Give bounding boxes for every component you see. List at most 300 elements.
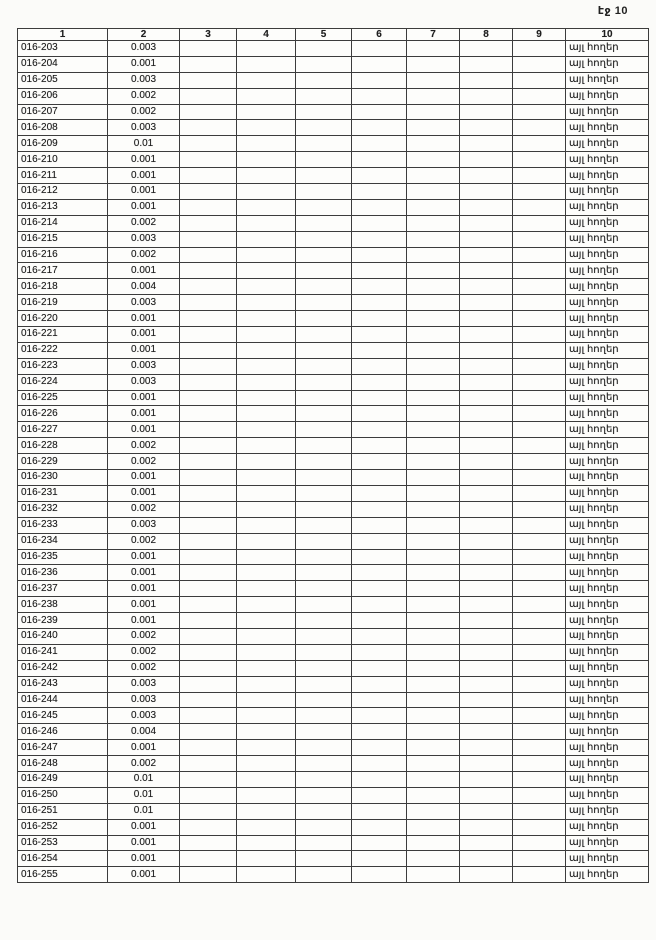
code-cell: 016-248: [18, 756, 108, 772]
empty-cell: [352, 168, 407, 184]
table-row: [18, 184, 649, 200]
empty-cell: [407, 184, 460, 200]
empty-cell: [513, 454, 566, 470]
empty-cell: [460, 613, 513, 629]
empty-cell: [407, 120, 460, 136]
note-cell: այլ հողեր: [566, 454, 649, 470]
empty-cell: [180, 867, 237, 883]
empty-cell: [180, 835, 237, 851]
empty-cell: [180, 358, 237, 374]
table-row: [18, 549, 649, 565]
empty-cell: [237, 517, 296, 533]
empty-cell: [296, 327, 352, 343]
empty-cell: [460, 184, 513, 200]
code-cell: 016-226: [18, 406, 108, 422]
table-row: [18, 263, 649, 279]
empty-cell: [237, 628, 296, 644]
empty-cell: [513, 581, 566, 597]
value-cell: 0.001: [108, 327, 180, 343]
note-cell: այլ հողեր: [566, 740, 649, 756]
empty-cell: [296, 803, 352, 819]
empty-cell: [296, 231, 352, 247]
empty-cell: [180, 438, 237, 454]
empty-cell: [460, 263, 513, 279]
empty-cell: [180, 295, 237, 311]
empty-cell: [352, 390, 407, 406]
empty-cell: [296, 152, 352, 168]
empty-cell: [237, 311, 296, 327]
empty-cell: [237, 708, 296, 724]
table-row: [18, 851, 649, 867]
code-cell: 016-237: [18, 581, 108, 597]
empty-cell: [407, 263, 460, 279]
empty-cell: [237, 740, 296, 756]
empty-cell: [352, 247, 407, 263]
table-row: [18, 771, 649, 787]
note-cell: այլ հողեր: [566, 342, 649, 358]
value-cell: 0.003: [108, 295, 180, 311]
empty-cell: [513, 390, 566, 406]
empty-cell: [407, 851, 460, 867]
empty-cell: [237, 676, 296, 692]
empty-cell: [352, 152, 407, 168]
code-cell: 016-217: [18, 263, 108, 279]
empty-cell: [180, 565, 237, 581]
empty-cell: [352, 56, 407, 72]
table-row: [18, 231, 649, 247]
empty-cell: [513, 597, 566, 613]
empty-cell: [296, 56, 352, 72]
empty-cell: [352, 215, 407, 231]
empty-cell: [513, 406, 566, 422]
empty-cell: [180, 692, 237, 708]
empty-cell: [407, 231, 460, 247]
empty-cell: [460, 756, 513, 772]
empty-cell: [352, 628, 407, 644]
empty-cell: [180, 533, 237, 549]
empty-cell: [513, 231, 566, 247]
note-cell: այլ հողեր: [566, 867, 649, 883]
empty-cell: [296, 517, 352, 533]
empty-cell: [180, 152, 237, 168]
empty-cell: [513, 152, 566, 168]
empty-cell: [460, 152, 513, 168]
empty-cell: [296, 247, 352, 263]
empty-cell: [296, 279, 352, 295]
empty-cell: [407, 565, 460, 581]
empty-cell: [460, 422, 513, 438]
empty-cell: [460, 72, 513, 88]
note-cell: այլ հողեր: [566, 628, 649, 644]
empty-cell: [407, 803, 460, 819]
value-cell: 0.002: [108, 88, 180, 104]
empty-cell: [237, 199, 296, 215]
note-cell: այլ հողեր: [566, 692, 649, 708]
empty-cell: [407, 199, 460, 215]
empty-cell: [352, 644, 407, 660]
empty-cell: [407, 692, 460, 708]
page-number-label: էջ 10: [597, 5, 628, 17]
empty-cell: [237, 406, 296, 422]
note-cell: այլ հողեր: [566, 485, 649, 501]
empty-cell: [460, 851, 513, 867]
empty-cell: [513, 104, 566, 120]
note-cell: այլ հողեր: [566, 374, 649, 390]
table-row: [18, 835, 649, 851]
empty-cell: [513, 724, 566, 740]
empty-cell: [407, 581, 460, 597]
empty-cell: [460, 517, 513, 533]
empty-cell: [460, 120, 513, 136]
code-cell: 016-224: [18, 374, 108, 390]
empty-cell: [296, 676, 352, 692]
value-cell: 0.003: [108, 374, 180, 390]
empty-cell: [460, 41, 513, 57]
empty-cell: [180, 374, 237, 390]
empty-cell: [407, 787, 460, 803]
empty-cell: [237, 136, 296, 152]
empty-cell: [237, 295, 296, 311]
note-cell: այլ հողեր: [566, 835, 649, 851]
value-cell: 0.002: [108, 644, 180, 660]
note-cell: այլ հողեր: [566, 644, 649, 660]
code-cell: 016-244: [18, 692, 108, 708]
empty-cell: [237, 247, 296, 263]
note-cell: այլ հողեր: [566, 549, 649, 565]
value-cell: 0.001: [108, 819, 180, 835]
empty-cell: [513, 485, 566, 501]
empty-cell: [513, 756, 566, 772]
empty-cell: [296, 485, 352, 501]
empty-cell: [513, 342, 566, 358]
table-row: [18, 692, 649, 708]
note-cell: այլ հողեր: [566, 724, 649, 740]
table-row: [18, 72, 649, 88]
empty-cell: [407, 724, 460, 740]
empty-cell: [180, 231, 237, 247]
empty-cell: [407, 152, 460, 168]
empty-cell: [237, 485, 296, 501]
empty-cell: [460, 136, 513, 152]
table-row: [18, 501, 649, 517]
table-row: [18, 120, 649, 136]
value-cell: 0.002: [108, 533, 180, 549]
empty-cell: [237, 263, 296, 279]
value-cell: 0.002: [108, 438, 180, 454]
empty-cell: [352, 517, 407, 533]
empty-cell: [407, 295, 460, 311]
note-cell: այլ հողեր: [566, 613, 649, 629]
value-cell: 0.003: [108, 231, 180, 247]
empty-cell: [237, 565, 296, 581]
empty-cell: [460, 279, 513, 295]
code-cell: 016-209: [18, 136, 108, 152]
code-cell: 016-228: [18, 438, 108, 454]
code-cell: 016-216: [18, 247, 108, 263]
table-header-row: [18, 29, 649, 41]
empty-cell: [237, 835, 296, 851]
empty-cell: [237, 756, 296, 772]
table-row: [18, 104, 649, 120]
empty-cell: [237, 644, 296, 660]
table-row: [18, 406, 649, 422]
table-row: [18, 279, 649, 295]
empty-cell: [352, 756, 407, 772]
empty-cell: [296, 533, 352, 549]
empty-cell: [407, 485, 460, 501]
empty-cell: [407, 327, 460, 343]
empty-cell: [407, 41, 460, 57]
empty-cell: [180, 501, 237, 517]
code-cell: 016-247: [18, 740, 108, 756]
value-cell: 0.001: [108, 406, 180, 422]
code-cell: 016-204: [18, 56, 108, 72]
empty-cell: [352, 676, 407, 692]
empty-cell: [460, 549, 513, 565]
empty-cell: [460, 692, 513, 708]
empty-cell: [407, 549, 460, 565]
empty-cell: [407, 390, 460, 406]
empty-cell: [352, 295, 407, 311]
empty-cell: [352, 279, 407, 295]
empty-cell: [180, 787, 237, 803]
value-cell: 0.003: [108, 676, 180, 692]
empty-cell: [296, 168, 352, 184]
empty-cell: [352, 231, 407, 247]
empty-cell: [352, 184, 407, 200]
empty-cell: [352, 41, 407, 57]
empty-cell: [296, 295, 352, 311]
value-cell: 0.001: [108, 597, 180, 613]
empty-cell: [460, 644, 513, 660]
code-cell: 016-227: [18, 422, 108, 438]
empty-cell: [237, 501, 296, 517]
table-row: [18, 660, 649, 676]
empty-cell: [296, 88, 352, 104]
empty-cell: [407, 358, 460, 374]
note-cell: այլ հողեր: [566, 771, 649, 787]
empty-cell: [180, 136, 237, 152]
table-row: [18, 295, 649, 311]
value-cell: 0.002: [108, 104, 180, 120]
empty-cell: [237, 279, 296, 295]
value-cell: 0.003: [108, 120, 180, 136]
empty-cell: [513, 565, 566, 581]
empty-cell: [180, 549, 237, 565]
empty-cell: [352, 88, 407, 104]
empty-cell: [296, 342, 352, 358]
empty-cell: [296, 644, 352, 660]
empty-cell: [460, 454, 513, 470]
code-cell: 016-222: [18, 342, 108, 358]
column-header: 10: [566, 29, 649, 41]
value-cell: 0.001: [108, 549, 180, 565]
empty-cell: [407, 72, 460, 88]
empty-cell: [296, 851, 352, 867]
column-header: 5: [296, 29, 352, 41]
code-cell: 016-239: [18, 613, 108, 629]
column-header: 6: [352, 29, 407, 41]
table-row: [18, 327, 649, 343]
empty-cell: [237, 231, 296, 247]
note-cell: այլ հողեր: [566, 517, 649, 533]
empty-cell: [296, 120, 352, 136]
note-cell: այլ հողեր: [566, 311, 649, 327]
empty-cell: [180, 740, 237, 756]
empty-cell: [180, 597, 237, 613]
empty-cell: [180, 406, 237, 422]
value-cell: 0.002: [108, 501, 180, 517]
note-cell: այլ հողեր: [566, 851, 649, 867]
empty-cell: [237, 533, 296, 549]
empty-cell: [513, 136, 566, 152]
empty-cell: [513, 215, 566, 231]
empty-cell: [513, 787, 566, 803]
value-cell: 0.001: [108, 199, 180, 215]
empty-cell: [180, 422, 237, 438]
empty-cell: [352, 597, 407, 613]
empty-cell: [237, 470, 296, 486]
code-cell: 016-223: [18, 358, 108, 374]
note-cell: այլ հողեր: [566, 708, 649, 724]
note-cell: այլ հողեր: [566, 120, 649, 136]
empty-cell: [513, 168, 566, 184]
table-row: [18, 676, 649, 692]
empty-cell: [237, 867, 296, 883]
table-body: [18, 41, 649, 883]
value-cell: 0.001: [108, 740, 180, 756]
value-cell: 0.004: [108, 279, 180, 295]
code-cell: 016-252: [18, 819, 108, 835]
value-cell: 0.002: [108, 660, 180, 676]
empty-cell: [180, 327, 237, 343]
empty-cell: [460, 247, 513, 263]
value-cell: 0.01: [108, 787, 180, 803]
table-row: [18, 438, 649, 454]
empty-cell: [352, 263, 407, 279]
code-cell: 016-208: [18, 120, 108, 136]
value-cell: 0.001: [108, 835, 180, 851]
empty-cell: [180, 676, 237, 692]
code-cell: 016-254: [18, 851, 108, 867]
empty-cell: [296, 660, 352, 676]
empty-cell: [513, 517, 566, 533]
empty-cell: [237, 120, 296, 136]
code-cell: 016-250: [18, 787, 108, 803]
empty-cell: [513, 501, 566, 517]
empty-cell: [513, 279, 566, 295]
empty-cell: [513, 740, 566, 756]
empty-cell: [237, 88, 296, 104]
empty-cell: [460, 168, 513, 184]
value-cell: 0.01: [108, 771, 180, 787]
column-header: 8: [460, 29, 513, 41]
note-cell: այլ հողեր: [566, 231, 649, 247]
empty-cell: [296, 41, 352, 57]
table-row: [18, 390, 649, 406]
empty-cell: [513, 120, 566, 136]
note-cell: այլ հողեր: [566, 41, 649, 57]
empty-cell: [237, 104, 296, 120]
empty-cell: [407, 374, 460, 390]
empty-cell: [352, 724, 407, 740]
empty-cell: [352, 199, 407, 215]
note-cell: այլ հողեր: [566, 215, 649, 231]
code-cell: 016-246: [18, 724, 108, 740]
empty-cell: [352, 104, 407, 120]
empty-cell: [237, 184, 296, 200]
table-row: [18, 533, 649, 549]
code-cell: 016-251: [18, 803, 108, 819]
table-row: [18, 708, 649, 724]
empty-cell: [460, 835, 513, 851]
table-row: [18, 644, 649, 660]
empty-cell: [513, 851, 566, 867]
empty-cell: [352, 819, 407, 835]
column-header: 4: [237, 29, 296, 41]
empty-cell: [180, 390, 237, 406]
empty-cell: [180, 56, 237, 72]
empty-cell: [296, 311, 352, 327]
table-row: [18, 613, 649, 629]
empty-cell: [460, 438, 513, 454]
empty-cell: [460, 485, 513, 501]
empty-cell: [180, 199, 237, 215]
table-row: [18, 41, 649, 57]
code-cell: 016-240: [18, 628, 108, 644]
empty-cell: [407, 422, 460, 438]
table-row: [18, 756, 649, 772]
empty-cell: [296, 136, 352, 152]
empty-cell: [352, 581, 407, 597]
empty-cell: [460, 56, 513, 72]
note-cell: այլ հողեր: [566, 803, 649, 819]
table-row: [18, 374, 649, 390]
empty-cell: [296, 184, 352, 200]
column-header: 7: [407, 29, 460, 41]
code-cell: 016-229: [18, 454, 108, 470]
empty-cell: [407, 771, 460, 787]
empty-cell: [513, 803, 566, 819]
empty-cell: [296, 215, 352, 231]
empty-cell: [237, 819, 296, 835]
note-cell: այլ հողեր: [566, 104, 649, 120]
empty-cell: [513, 708, 566, 724]
empty-cell: [460, 311, 513, 327]
note-cell: այլ հողեր: [566, 390, 649, 406]
empty-cell: [513, 358, 566, 374]
table-row: [18, 628, 649, 644]
empty-cell: [237, 41, 296, 57]
empty-cell: [237, 168, 296, 184]
empty-cell: [352, 374, 407, 390]
note-cell: այլ հողեր: [566, 660, 649, 676]
empty-cell: [180, 644, 237, 660]
value-cell: 0.001: [108, 390, 180, 406]
empty-cell: [407, 88, 460, 104]
empty-cell: [513, 470, 566, 486]
empty-cell: [296, 390, 352, 406]
code-cell: 016-253: [18, 835, 108, 851]
note-cell: այլ հողեր: [566, 581, 649, 597]
empty-cell: [237, 771, 296, 787]
note-cell: այլ հողեր: [566, 676, 649, 692]
empty-cell: [352, 454, 407, 470]
value-cell: 0.001: [108, 613, 180, 629]
empty-cell: [460, 819, 513, 835]
empty-cell: [513, 835, 566, 851]
empty-cell: [460, 501, 513, 517]
